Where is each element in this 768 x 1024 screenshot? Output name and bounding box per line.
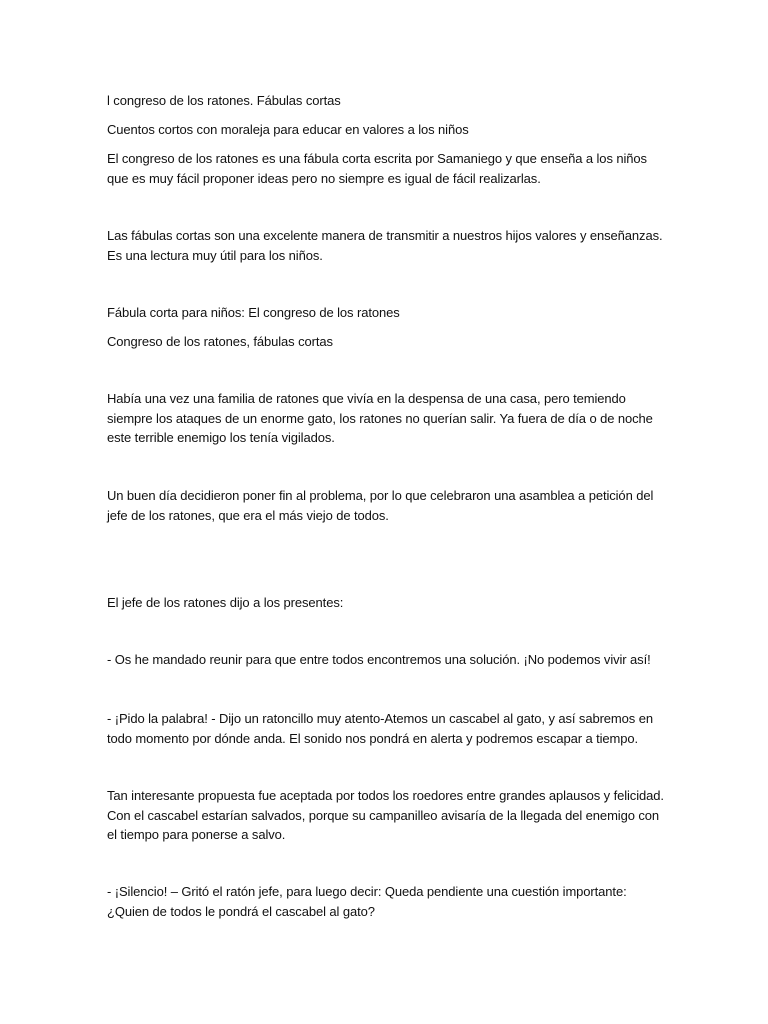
paragraph-fables: Las fábulas cortas son una excelente manera de transmitir a nuestros hijos valores y enseñanzas. Es una lectura muy útil para los niños. <box>107 228 663 263</box>
paragraph-story-2: Un buen día decidieron poner fin al problema, por lo que celebraron una asamblea a petición del jefe de los ratones, que era el más viejo de todos. <box>107 488 654 523</box>
document-subtitle: Cuentos cortos con moraleja para educar en valores a los niños <box>107 122 469 137</box>
paragraph-dialogue-2: - ¡Pido la palabra! - Dijo un ratoncillo muy atento-Atemos un cascabel al gato, y así sabremos en todo momento por dónde anda. El sonido nos pondrá en alerta y podremos escapar a tiempo. <box>107 711 653 746</box>
paragraph-story-4: Tan interesante propuesta fue aceptada por todos los roedores entre grandes aplausos y felicidad. Con el cascabel estarían salvados, porque su campanilleo avisaría de la llegada del enemigo con el tiempo para ponerse a salvo. <box>107 788 664 842</box>
paragraph-story-3: El jefe de los ratones dijo a los presentes: <box>107 595 344 610</box>
paragraph-intro: El congreso de los ratones es una fábula corta escrita por Samaniego y que enseña a los niños que es muy fácil proponer ideas pero no siempre es igual de fácil realizarlas. <box>107 151 647 186</box>
paragraph-story-1: Había una vez una familia de ratones que vivía en la despensa de una casa, pero temiendo siempre los ataques de un enorme gato, los ratones no querían salir. Ya fuera de día o de noche este terrible enemigo los tenía vigilados. <box>107 391 653 445</box>
paragraph-dialogue-1: - Os he mandado reunir para que entre todos encontremos una solución. ¡No podemos vivir así! <box>107 652 651 667</box>
paragraph-dialogue-3: - ¡Silencio! – Gritó el ratón jefe, para luego decir: Queda pendiente una cuestión importante: ¿Quien de todos le pondrá el cascabel al gato? <box>107 884 627 919</box>
section-subheading: Congreso de los ratones, fábulas cortas <box>107 334 333 349</box>
document-title: l congreso de los ratones. Fábulas cortas <box>107 93 341 108</box>
section-heading: Fábula corta para niños: El congreso de los ratones <box>107 305 400 320</box>
